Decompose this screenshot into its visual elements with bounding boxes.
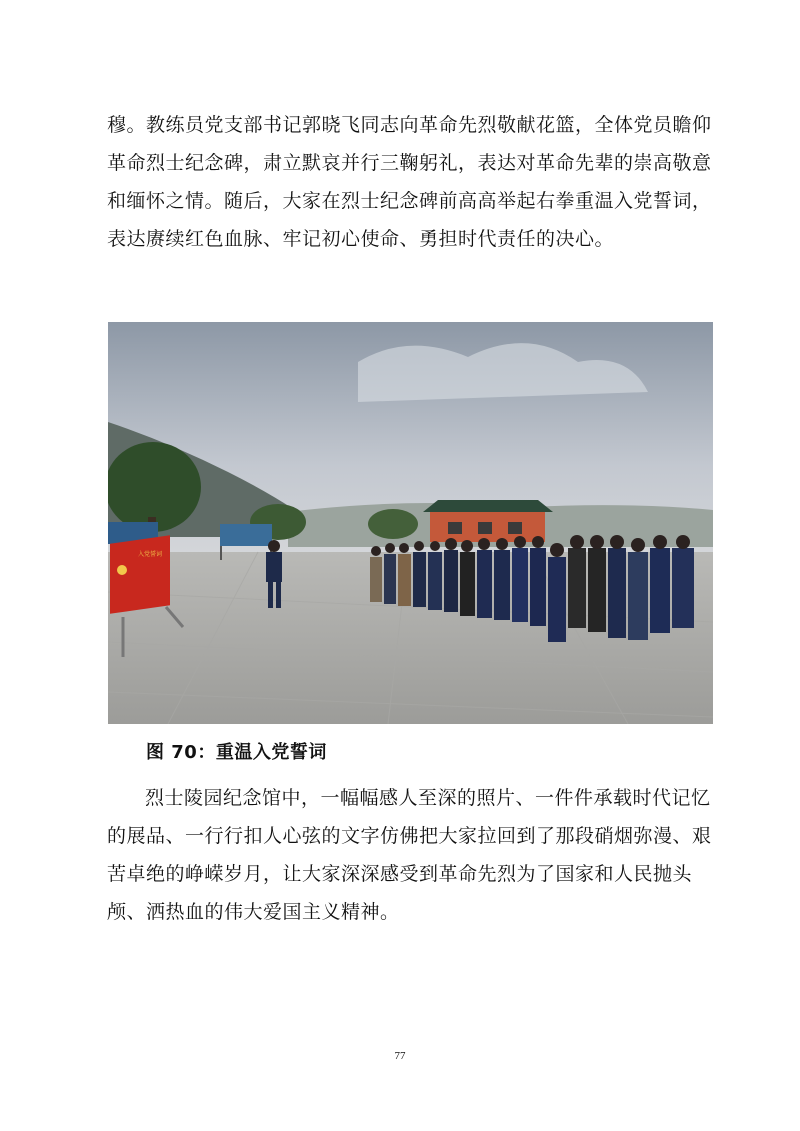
figure-caption: 图 70：重温入党誓词 [146,742,327,763]
body-paragraph-bottom: 烈士陵园纪念馆中，一幅幅感人至深的照片、一件件承载时代记忆的展品、一行行扣人心弦的文字仿佛把大家拉回到了那段硝烟弥漫、艰苦卓绝的峥嵘岁月，让大家深深感受到革命先烈为了国家和人民抛头颅、洒热血的伟大爱国主义精神。 [107,787,712,923]
sign-title: 入党誓词 [138,551,163,558]
pavilion [423,500,553,542]
oath-ceremony-photo [108,322,713,724]
info-board-mid [220,524,272,546]
figure-photo [108,322,713,724]
page-number: 77 [394,1050,406,1062]
body-paragraph-top: 穆。教练员党支部书记郭晓飞同志向革命先烈敬献花篮，全体党员瞻仰革命烈士纪念碑，肃立默哀并行三鞠躬礼，表达对革命先辈的崇高敬意和缅怀之情。随后，大家在烈士纪念碑前高高举起右拳重温入党誓词，表达赓续红色血脉、牢记初心使命、勇担时代责任的决心。 [107,114,712,250]
